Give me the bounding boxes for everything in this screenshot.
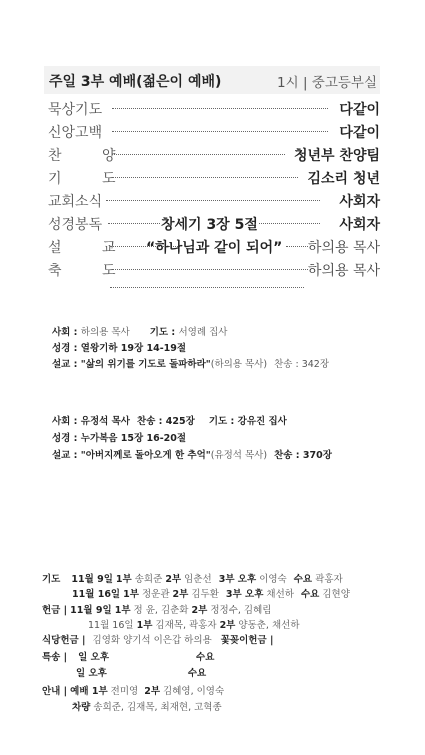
order-row — [48, 120, 380, 142]
footer-part: 수요 — [293, 574, 313, 585]
footer-label: 식당헌금 | — [42, 635, 86, 646]
note-value: 유정석 목사 — [80, 416, 130, 427]
note-hymn: 찬송 : 425장 — [137, 416, 195, 427]
footer-label: 특송 | — [42, 652, 68, 663]
order-value: 김소리 청년 — [307, 171, 380, 187]
footer-label: 기도 — [42, 574, 61, 585]
leader-dots — [112, 269, 308, 270]
note-label: 사회 : — [52, 327, 81, 338]
footer-part: 1부 — [123, 589, 139, 600]
footer-part: 2부 — [165, 574, 182, 585]
footer-label: 안내 | — [42, 686, 68, 697]
footer-name: 정정수, 김혜림 — [210, 605, 272, 616]
leader-dots — [286, 246, 308, 247]
footer-part: 1부 — [136, 620, 153, 631]
footer-name: 이영숙 — [259, 574, 287, 585]
footer-name: 김영화 양기석 이은갑 하의용 — [92, 635, 212, 646]
footer-part: 2부 — [219, 620, 236, 631]
order-value: 다같이 — [339, 125, 380, 141]
special-song-line — [76, 665, 206, 679]
scripture-reference: 창세기 3장 5절 — [160, 214, 259, 234]
footer-name: 김혜영, 이영숙 — [163, 686, 225, 697]
order-label: 찬 양 — [48, 148, 134, 164]
divider — [110, 287, 304, 288]
footer-part: 차량 — [72, 702, 91, 713]
footer-part: 2부 — [144, 686, 161, 697]
footer-part: 3부 오후 — [225, 589, 264, 600]
note-hymn: 찬송 : 342장 — [274, 359, 329, 370]
order-label: 설 교 — [48, 240, 134, 256]
footer-label: 헌금 | — [42, 605, 68, 616]
note-line — [52, 413, 287, 427]
order-row — [48, 235, 380, 257]
note-preacher: (하의용 목사) — [210, 359, 268, 370]
order-value: 하의용 목사 — [307, 263, 380, 279]
order-value: 다같이 — [339, 102, 380, 118]
leader-dots — [112, 131, 328, 132]
service-title: 주일 3부 예배(젊은이 예배) — [49, 74, 222, 90]
footer-part: 수요 — [196, 652, 215, 663]
offering-line — [88, 617, 300, 631]
note-line — [52, 430, 186, 444]
special-song-line — [42, 649, 214, 663]
footer-part: 예배 1부 — [70, 686, 108, 697]
offering-line — [42, 602, 271, 616]
note-label: 사회 : — [52, 416, 81, 427]
footer-name: 정운관 — [141, 589, 170, 600]
footer-name: 김재목, 곽홍자 — [155, 620, 217, 631]
footer-name: 정 윤, 김춘화 — [133, 605, 189, 616]
footer-name: 송희준 — [134, 574, 163, 585]
prayer-line — [72, 586, 350, 600]
order-label: 성경봉독 — [48, 217, 103, 233]
note-value: 강유진 집사 — [237, 416, 287, 427]
service-header — [44, 66, 380, 94]
order-label: 기 도 — [48, 171, 134, 187]
leader-dots — [112, 177, 298, 178]
leader-dots — [112, 108, 328, 109]
vehicle-line — [72, 699, 222, 713]
order-row — [48, 258, 380, 280]
footer-label: 꽃꽂이헌금 | — [220, 635, 274, 646]
leader-dots — [106, 200, 320, 201]
footer-part: 수요 — [300, 589, 320, 600]
order-value: 청년부 찬양팀 — [293, 148, 380, 164]
note-label: 설교 : — [52, 359, 81, 370]
note-label: 성경 : — [52, 343, 81, 354]
order-row — [48, 212, 380, 234]
order-row — [48, 189, 380, 211]
footer-name: 김현양 — [322, 589, 350, 600]
note-line — [52, 324, 227, 338]
footer-part: 1부 — [114, 605, 131, 616]
footer-name: 송희준, 김재목, 최재현, 고혁종 — [93, 702, 222, 713]
note-line — [52, 340, 186, 354]
order-value: 하의용 목사 — [307, 240, 380, 256]
footer-date: 11월 16일 — [72, 589, 121, 600]
footer-name: 임춘선 — [184, 574, 212, 585]
note-quote: "삶의 위기를 기도로 돌파하라" — [80, 359, 211, 370]
note-label: 기도 : — [208, 416, 238, 427]
footer-name: 전미영 — [110, 686, 139, 697]
footer-part: 수요 — [187, 668, 207, 679]
note-line — [52, 356, 329, 370]
leader-dots — [112, 154, 285, 155]
order-label: 신앙고백 — [48, 125, 103, 141]
note-label: 설교 : — [52, 450, 81, 461]
order-label: 묵상기도 — [48, 102, 103, 118]
order-label: 축 도 — [48, 263, 134, 279]
note-label: 성경 : — [52, 433, 81, 444]
footer-part: 일 오후 — [76, 668, 107, 679]
footer-part: 3부 오후 — [218, 574, 257, 585]
order-value: 사회자 — [339, 194, 380, 210]
note-value: 누가복음 15장 16-20절 — [80, 433, 187, 444]
footer-part: 2부 — [191, 605, 208, 616]
note-preacher: (유정석 목사) — [210, 450, 268, 461]
footer-part: 1부 — [115, 574, 132, 585]
order-row — [48, 97, 380, 119]
note-line — [52, 447, 332, 461]
sermon-title: “하나님과 같이 되어” — [146, 240, 283, 256]
order-row — [48, 166, 380, 188]
note-hymn: 찬송 : 370장 — [274, 450, 332, 461]
footer-name: 양동춘, 채선하 — [238, 620, 300, 631]
usher-line — [42, 683, 224, 697]
order-value: 사회자 — [339, 217, 380, 233]
note-label: 기도 : — [149, 327, 179, 338]
note-quote: "아버지께로 돌아오게 한 추억" — [80, 450, 211, 461]
note-value: 서영례 집사 — [178, 327, 228, 338]
footer-part: 2부 — [172, 589, 189, 600]
footer-date: 11월 9일 — [70, 605, 112, 616]
footer-part: 일 오후 — [78, 652, 110, 663]
note-value: 하의용 목사 — [80, 327, 130, 338]
meal-offering-line — [42, 632, 273, 646]
footer-name: 김두환 — [191, 589, 219, 600]
footer-name: 곽홍자 — [315, 574, 343, 585]
note-value: 열왕기하 19장 14-19절 — [80, 343, 187, 354]
footer-name: 채선하 — [266, 589, 294, 600]
order-row — [48, 143, 380, 165]
footer-date: 11월 9일 — [71, 574, 113, 585]
footer-date: 11월 16일 — [88, 620, 134, 631]
prayer-line — [42, 571, 343, 585]
order-label: 교회소식 — [48, 194, 103, 210]
service-location: 1시 | 중고등부실 — [277, 75, 377, 91]
